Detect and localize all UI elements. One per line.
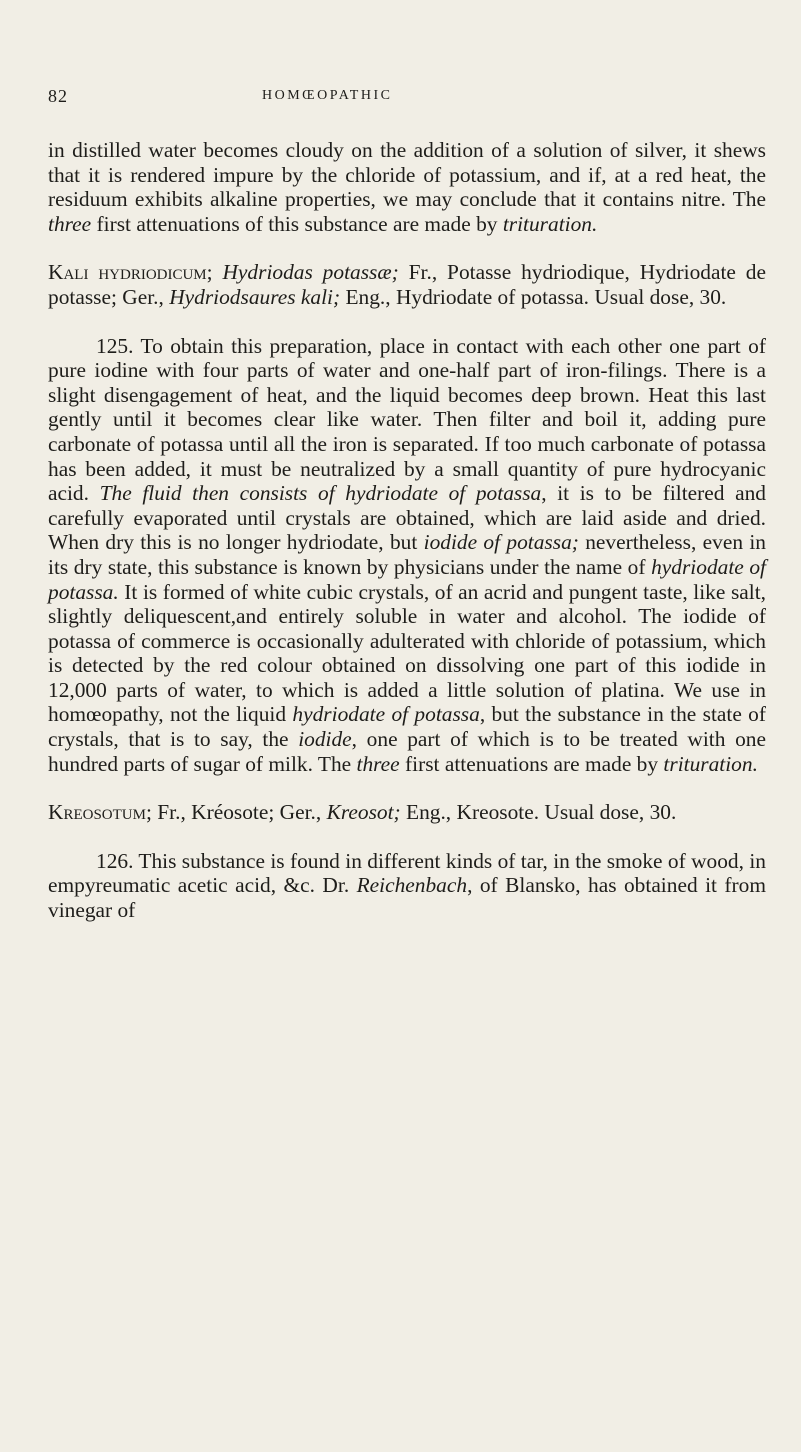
text-run: in distilled water becomes cloudy on the addition of a solution of silver, it shews that it is rendered impure by the chloride of potassium, and if, at a red heat, the residuum exhibits alkaline properties, we may conclude that it contains nitre. The bbox=[48, 138, 766, 212]
emphasis: hydriodate of potassa bbox=[292, 702, 480, 727]
page-number: 82 bbox=[48, 86, 68, 106]
emphasis: iodide bbox=[298, 727, 352, 752]
text-run: , one part of which is to be treated with one hundred parts of sugar of milk. The bbox=[48, 727, 766, 776]
entry-kali-hydriodicum bbox=[48, 260, 766, 309]
paragraph-nitre-test bbox=[48, 138, 766, 236]
text-run: first attenuations are made by bbox=[399, 751, 664, 776]
emphasis: Hydriodsaures kali; bbox=[169, 284, 341, 309]
spacer bbox=[48, 776, 766, 800]
text-run: , it is to be filtered and carefully evaporated until crystals are obtained, which are laid aside and dried. When dry this is no longer hydriodate, but bbox=[48, 481, 766, 555]
emphasis: iodide of potassa; bbox=[423, 530, 579, 555]
text-run: , but the substance in the state of crystals, that is to say, the bbox=[48, 702, 766, 752]
text-run: Eng., Hydriodate of potassa. Usual dose, 30. bbox=[340, 284, 727, 309]
emphasis: trituration. bbox=[502, 211, 598, 236]
text-run: ; bbox=[206, 260, 223, 285]
entry-heading: Kreosotum bbox=[48, 800, 146, 825]
text-run: first attenuations of this substance are made by bbox=[91, 211, 503, 236]
text-run: ; Fr., Kréosote; Ger., bbox=[145, 800, 327, 825]
spacer bbox=[48, 236, 766, 260]
text-run: Eng., Kreosote. Usual dose, 30. bbox=[400, 800, 677, 825]
paragraph-125 bbox=[48, 334, 766, 777]
emphasis: Hydriodas potassæ; bbox=[222, 260, 399, 285]
emphasis: three bbox=[356, 751, 400, 776]
emphasis: hydriodate of potassa. bbox=[48, 554, 766, 604]
spacer bbox=[48, 310, 766, 334]
emphasis: three bbox=[48, 211, 92, 236]
emphasis: Reichenbach bbox=[356, 873, 468, 898]
entry-heading: Kali hydriodicum bbox=[48, 260, 207, 285]
spacer bbox=[48, 825, 766, 849]
emphasis: Kreosot; bbox=[326, 800, 401, 825]
text-run: , of Blansko, has obtained it from vinegar of bbox=[48, 873, 766, 923]
entry-kreosotum bbox=[48, 800, 766, 825]
page-body bbox=[48, 138, 766, 923]
text-run: nevertheless, even in its dry state, this substance is known by physicians under the name of bbox=[48, 530, 766, 579]
paragraph-126 bbox=[48, 849, 766, 923]
emphasis: The fluid then consists of hydriodate of potassa bbox=[99, 481, 542, 506]
text-run: Fr., Potasse hydriodique, Hydriodate de potasse; Ger., bbox=[48, 260, 766, 309]
running-head: HOMŒOPATHIC bbox=[262, 88, 393, 103]
page-header bbox=[48, 86, 768, 110]
text-run: 125. To obtain this preparation, place in contact with each other one part of pure iodine with four parts of water and one-half part of iron-filings. There is a slight disengagement of heat, and the liquid becomes deep brown. Heat this last gently until it becomes clear like water. Then filter and boil it, adding pure carbonate of potassa until all the iron is separated. If too much carbonate of potassa has been added, it must be neutralized by a small quantity of pure hydrocyanic acid. bbox=[48, 333, 766, 506]
emphasis: trituration. bbox=[663, 751, 758, 776]
text-run: It is formed of white cubic crystals, of an acrid and pungent taste, like salt, slightly deliquescent,and entirely soluble in water and alcohol. The iodide of potassa of commerce is occasionally adulterated with chloride of potassium, which is detected by the red colour obtained on dissolving one part of this iodide in 12,000 parts of water, to which is added a little solution of platina. We use in homœopathy, not the liquid bbox=[48, 579, 766, 727]
text-run: 126. This substance is found in different kinds of tar, in the smoke of wood, in empyreumatic acetic acid, &c. Dr. bbox=[48, 848, 766, 898]
